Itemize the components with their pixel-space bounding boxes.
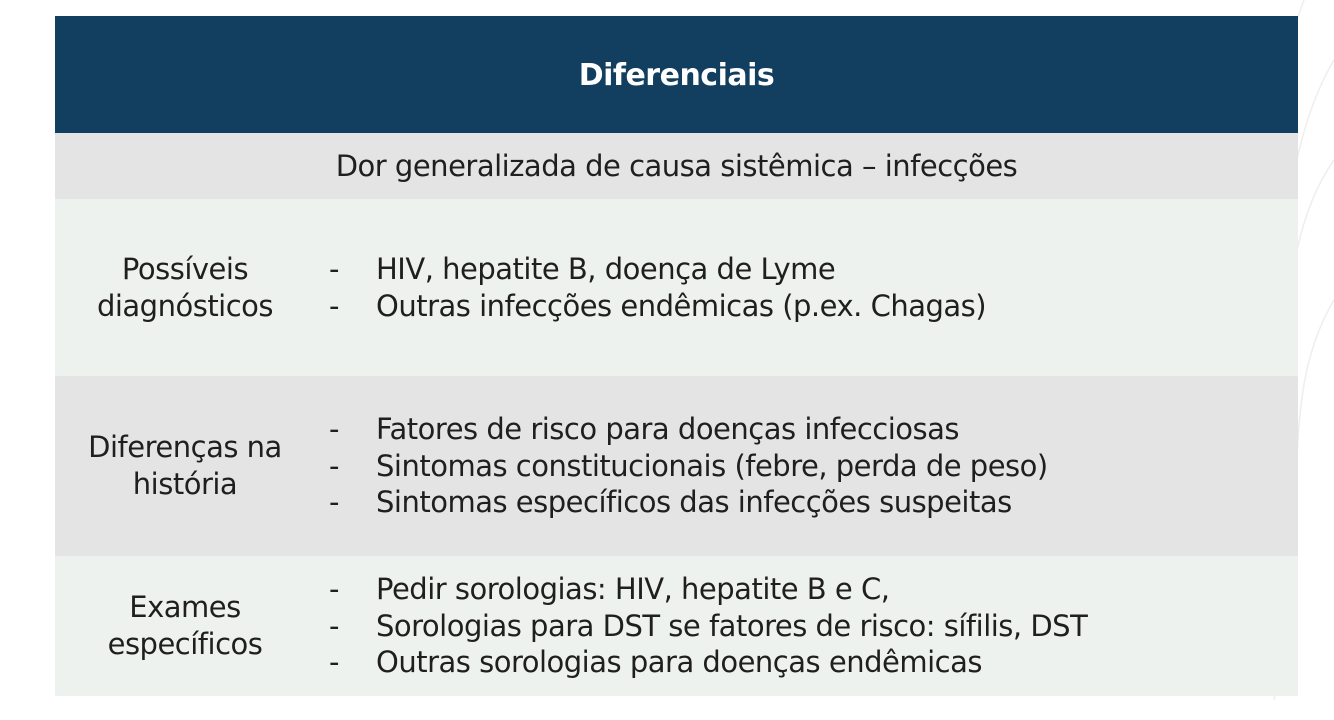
row-label-exams	[55, 589, 315, 663]
list-item	[329, 484, 1048, 521]
row-label-line: específicos	[107, 627, 263, 661]
table-row-history	[55, 376, 1298, 556]
row-label-history	[55, 429, 315, 503]
list-item-text: Sorologias para DST se fatores de risco: sífilis, DST	[376, 608, 1088, 643]
bullet-dash: -	[329, 485, 339, 520]
diagnoses-list	[315, 251, 986, 324]
list-item	[329, 411, 1048, 448]
subheader-text: Dor generalizada de causa sistêmica – infecções	[335, 149, 1018, 183]
list-item	[329, 644, 1087, 681]
list-item	[329, 448, 1048, 485]
differentials-table	[55, 16, 1298, 696]
list-item-text: Sintomas específicos das infecções suspeitas	[376, 485, 1012, 520]
list-item-text: HIV, hepatite B, doença de Lyme	[376, 252, 836, 286]
bullet-dash: -	[329, 252, 339, 286]
row-label-diagnoses	[55, 251, 315, 325]
row-label-line: Exames	[129, 590, 241, 624]
bullet-dash: -	[329, 448, 339, 483]
exams-list	[315, 571, 1087, 681]
bullet-dash: -	[329, 645, 339, 680]
table-header	[55, 16, 1298, 133]
list-item	[329, 288, 986, 325]
row-label-line: Possíveis	[121, 251, 249, 286]
table-subheader	[55, 133, 1298, 199]
bullet-dash: -	[329, 608, 339, 643]
list-item-text: Fatores de risco para doenças infecciosas	[376, 412, 959, 447]
row-label-line: história	[132, 467, 238, 501]
bullet-dash: -	[329, 572, 339, 607]
list-item	[329, 571, 1087, 608]
history-list	[315, 411, 1048, 521]
list-item-text: Pedir sorologias: HIV, hepatite B e C,	[376, 572, 890, 607]
row-label-line: Diferenças na	[88, 430, 282, 464]
row-label-line: diagnósticos	[96, 288, 274, 323]
list-item-text: Sintomas constitucionais (febre, perda de peso)	[376, 448, 1048, 483]
table-title: Diferenciais	[578, 58, 775, 93]
list-item	[329, 608, 1087, 645]
list-item	[329, 251, 986, 288]
list-item-text: Outras sorologias para doenças endêmicas	[376, 645, 982, 680]
table-row-exams	[55, 556, 1298, 696]
list-item-text: Outras infecções endêmicas (p.ex. Chagas)	[376, 288, 987, 323]
table-row-diagnoses	[55, 199, 1298, 376]
bullet-dash: -	[329, 412, 339, 447]
bullet-dash: -	[329, 288, 339, 323]
